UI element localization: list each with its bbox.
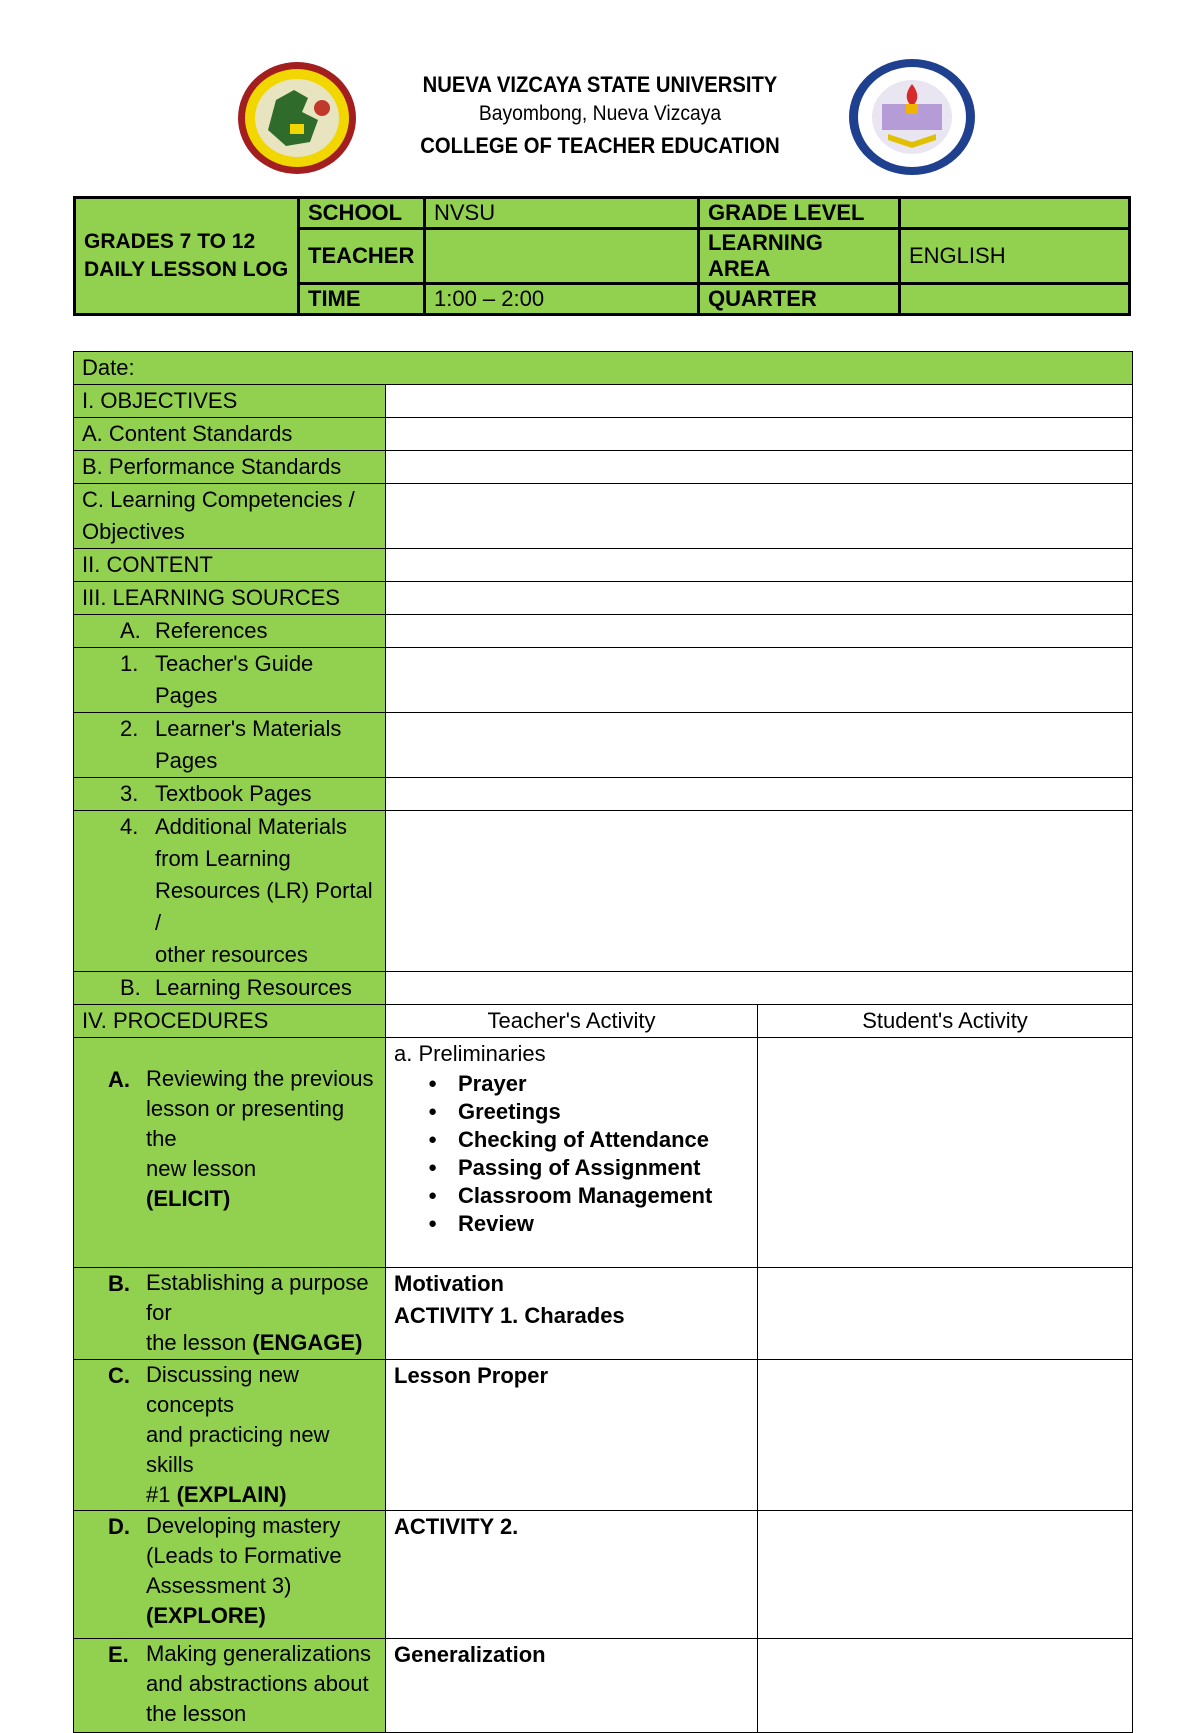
procedure-e-teacher-cell: Generalization: [386, 1639, 758, 1733]
cte-seal-logo: [848, 58, 976, 176]
grade-level-value: [900, 198, 1130, 229]
procedure-a-line2: lesson or presenting the: [146, 1096, 345, 1151]
additional-materials-label: [74, 811, 386, 972]
references-label: [74, 615, 386, 648]
university-name: NUEVA VIZCAYA STATE UNIVERSITY: [422, 72, 778, 97]
procedure-a-student-cell: [758, 1038, 1133, 1268]
dll-title-line1: GRADES 7 TO 12: [84, 230, 256, 253]
quarter-label: QUARTER: [699, 284, 900, 315]
additional-materials-line4: other resources: [155, 942, 308, 967]
procedure-c-letter: C.: [108, 1363, 130, 1388]
school-value: NVSU: [425, 198, 699, 229]
learning-competencies-label: [74, 484, 386, 549]
procedure-b-student-cell: [758, 1268, 1133, 1360]
preliminaries-list: [394, 1070, 749, 1238]
procedure-d-student-cell: [758, 1511, 1133, 1639]
teacher-label: TEACHER: [299, 229, 425, 284]
additional-materials-number: 4.: [120, 814, 139, 839]
list-item: ● Checking of Attendance: [394, 1126, 749, 1154]
procedure-a-line1: Reviewing the previous: [146, 1066, 374, 1091]
textbook-pages-text: Textbook Pages: [155, 781, 312, 806]
procedure-e-line3: the lesson: [146, 1701, 247, 1726]
procedure-c-tag: (EXPLAIN): [176, 1482, 287, 1507]
nvsu-seal-logo: [236, 60, 358, 176]
time-label: TIME: [299, 284, 425, 315]
competencies-line1: C. Learning Competencies /: [82, 487, 355, 512]
procedure-c-line1: Discussing new concepts: [146, 1362, 299, 1417]
list-item: ● Review: [394, 1210, 749, 1238]
learners-materials-cell: [386, 713, 1133, 778]
procedure-d-line2: (Leads to Formative: [146, 1543, 342, 1568]
learning-sources-cell: [386, 582, 1133, 615]
procedure-d-line1: Developing mastery: [146, 1513, 341, 1538]
procedure-c-line2: and practicing new skills: [146, 1422, 330, 1477]
daily-lesson-log-table: [73, 351, 1133, 1733]
competencies-line2: Objectives: [82, 519, 185, 544]
learning-area-value: ENGLISH: [900, 229, 1130, 284]
procedure-d-label: [74, 1511, 386, 1639]
learning-sources-label: III. LEARNING SOURCES: [74, 582, 386, 615]
grade-level-label: GRADE LEVEL: [699, 198, 900, 229]
procedure-b-line1: Establishing a purpose for: [146, 1270, 369, 1325]
procedure-e-line2: and abstractions about: [146, 1671, 369, 1696]
date-row: Date:: [74, 352, 1133, 385]
document-header: [0, 0, 1200, 190]
learning-resources-cell: [386, 972, 1133, 1005]
teacher-value: [425, 229, 699, 284]
list-item: ● Prayer: [394, 1070, 749, 1098]
procedure-d-teacher-cell: ACTIVITY 2.: [386, 1511, 758, 1639]
content-label: II. CONTENT: [74, 549, 386, 582]
additional-materials-line1: Additional Materials: [155, 814, 347, 839]
procedure-c-student-cell: [758, 1360, 1133, 1511]
learning-area-label: LEARNING AREA: [699, 229, 900, 284]
dll-title-line2: DAILY LESSON LOG: [84, 258, 289, 281]
procedure-b-tag: (ENGAGE): [252, 1330, 363, 1355]
learning-competencies-cell: [386, 484, 1133, 549]
procedure-d-letter: D.: [108, 1514, 130, 1539]
learning-resources-text: Learning Resources: [155, 975, 352, 1000]
time-value: 1:00 – 2:00: [425, 284, 699, 315]
content-cell: [386, 549, 1133, 582]
list-item: ● Passing of Assignment: [394, 1154, 749, 1182]
teacher-activity-header: Teacher's Activity: [386, 1005, 758, 1038]
learners-materials-label: [74, 713, 386, 778]
additional-materials-line2: from Learning: [155, 846, 291, 871]
procedure-c-line3: #1: [146, 1482, 177, 1507]
procedures-label: IV. PROCEDURES: [74, 1005, 386, 1038]
motivation-heading: Motivation: [394, 1271, 504, 1296]
lesson-info-table: [73, 196, 1131, 316]
school-label: SCHOOL: [299, 198, 425, 229]
procedure-c-teacher-cell: Lesson Proper: [386, 1360, 758, 1511]
content-standards-cell: [386, 418, 1133, 451]
list-item: ● Classroom Management: [394, 1182, 749, 1210]
learning-resources-letter: B.: [120, 975, 141, 1000]
procedure-a-letter: A.: [108, 1067, 130, 1092]
objectives-cell: [386, 385, 1133, 418]
student-activity-header: Student's Activity: [758, 1005, 1133, 1038]
teachers-guide-text: Teacher's Guide Pages: [155, 651, 314, 708]
procedure-e-letter: E.: [108, 1642, 129, 1667]
teachers-guide-number: 1.: [120, 651, 139, 676]
references-text: References: [155, 618, 268, 643]
learners-materials-line2: Pages: [155, 748, 218, 773]
performance-standards-label: B. Performance Standards: [74, 451, 386, 484]
activity-1-heading: ACTIVITY 1. Charades: [394, 1303, 625, 1328]
procedure-d-line3: Assessment 3): [146, 1573, 292, 1598]
teachers-guide-cell: [386, 648, 1133, 713]
college-name: COLLEGE OF TEACHER EDUCATION: [420, 133, 780, 158]
procedure-b-line2: the lesson: [146, 1330, 253, 1355]
performance-standards-cell: [386, 451, 1133, 484]
content-standards-label: A. Content Standards: [74, 418, 386, 451]
textbook-pages-cell: [386, 778, 1133, 811]
additional-materials-cell: [386, 811, 1133, 972]
quarter-value: [900, 284, 1130, 315]
preliminaries-heading: a. Preliminaries: [394, 1041, 546, 1066]
procedure-b-label: [74, 1268, 386, 1360]
procedure-a-tag: (ELICIT): [146, 1186, 231, 1211]
procedure-b-letter: B.: [108, 1271, 130, 1296]
procedure-e-label: [74, 1639, 386, 1733]
learners-materials-number: 2.: [120, 716, 139, 741]
learners-materials-line1: Learner's Materials: [155, 716, 342, 741]
procedure-d-tag: (EXPLORE): [146, 1603, 266, 1628]
additional-materials-line3: Resources (LR) Portal /: [155, 878, 373, 935]
procedure-e-student-cell: [758, 1639, 1133, 1733]
dll-title: [75, 198, 299, 315]
university-location: Bayombong, Nueva Vizcaya: [478, 102, 722, 125]
procedure-b-teacher-cell: [386, 1268, 758, 1360]
list-item: ● Greetings: [394, 1098, 749, 1126]
procedure-a-line3: new lesson: [146, 1156, 257, 1181]
textbook-pages-label: [74, 778, 386, 811]
procedure-a-label: [74, 1038, 386, 1268]
procedure-e-line1: Making generalizations: [146, 1641, 372, 1666]
procedure-c-label: [74, 1360, 386, 1511]
references-letter: A.: [120, 618, 141, 643]
references-cell: [386, 615, 1133, 648]
objectives-label: I. OBJECTIVES: [74, 385, 386, 418]
teachers-guide-label: [74, 648, 386, 713]
learning-resources-label: [74, 972, 386, 1005]
procedure-a-teacher-cell: [386, 1038, 758, 1268]
textbook-pages-number: 3.: [120, 781, 139, 806]
